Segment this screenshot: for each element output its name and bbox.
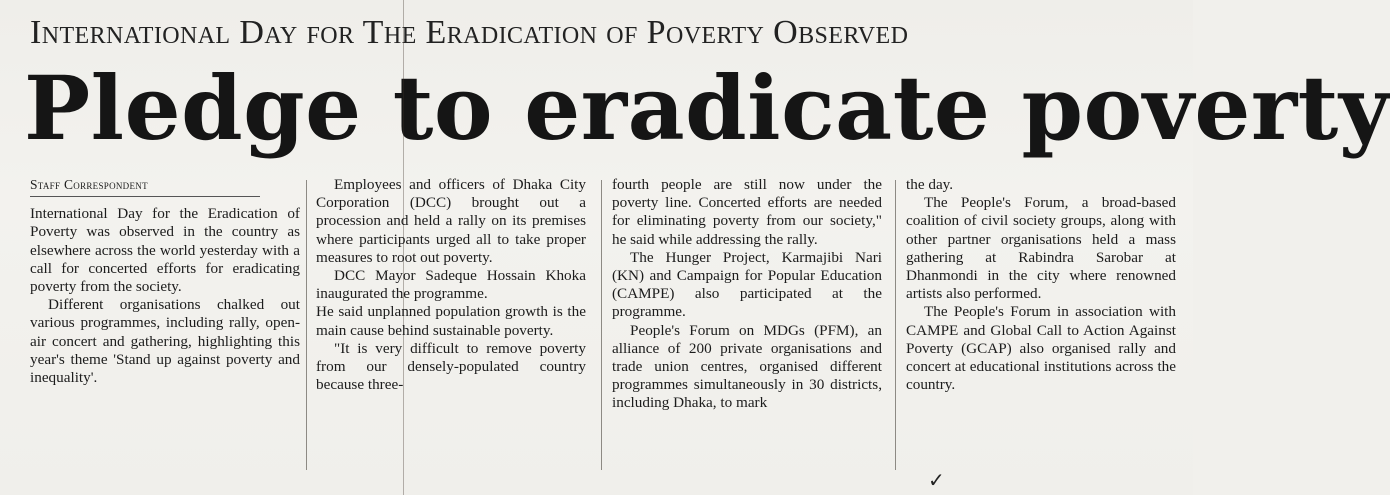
byline: Staff Correspondent: [30, 176, 260, 197]
paragraph: The People's Forum, a broad-based coalition of civil society groups, along with other partner organisations held a mass gathering at Rabindra Sarobar at Dhanmondi in the city where renowned artists also performed.: [906, 194, 1176, 303]
main-headline: Pledge to eradicate poverty: [24, 56, 1390, 160]
paragraph: DCC Mayor Sadeque Hossain Khoka inaugurated the programme.: [316, 267, 586, 303]
column-divider: [601, 180, 602, 470]
paragraph: The People's Forum in association with CAMPE and Global Call to Action Against Poverty (GCAP) also organised rally and concert at educational institutions across the country.: [906, 303, 1176, 394]
paragraph: Different organisations chalked out various programmes, including rally, open-air concert and gathering, highlighting this year's theme 'Stand up against poverty and inequality'.: [30, 296, 300, 387]
paragraph: The Hunger Project, Karmajibi Nari (KN) and Campaign for Popular Education (CAMPE) also participated at the programme.: [612, 248, 882, 321]
kicker-headline: International Day for The Eradication of Poverty Observed: [30, 14, 909, 51]
paragraph: "It is very difficult to remove poverty from our densely-populated country because three-: [316, 339, 586, 394]
article-column-3: [612, 176, 882, 476]
paragraph: the day.: [906, 176, 954, 193]
column-divider: [895, 180, 896, 470]
article-column-4: [906, 176, 1176, 476]
check-mark-icon: ✓: [928, 468, 945, 492]
article-column-1: [30, 176, 300, 476]
paragraph: fourth people are still now under the poverty line. Concerted efforts are needed for eliminating poverty from our society," he said while addressing the rally.: [612, 176, 882, 248]
paragraph: He said unplanned population growth is the main cause behind sustainable poverty.: [316, 303, 586, 339]
paragraph: People's Forum on MDGs (PFM), an alliance of 200 private organisations and trade union centres, organised different programmes simultaneously in 30 districts, including Dhaka, to mark: [612, 321, 882, 412]
column-divider: [306, 180, 307, 470]
article-column-2: [316, 176, 586, 476]
paragraph: International Day for the Eradication of Poverty was observed in the country as elsewhere across the world yesterday with a call for concerted efforts for eradicating poverty from the society.: [30, 205, 300, 296]
paragraph: Employees and officers of Dhaka City Corporation (DCC) brought out a procession and held a rally on its premises where participants urged all to take proper measures to root out poverty.: [316, 176, 586, 266]
